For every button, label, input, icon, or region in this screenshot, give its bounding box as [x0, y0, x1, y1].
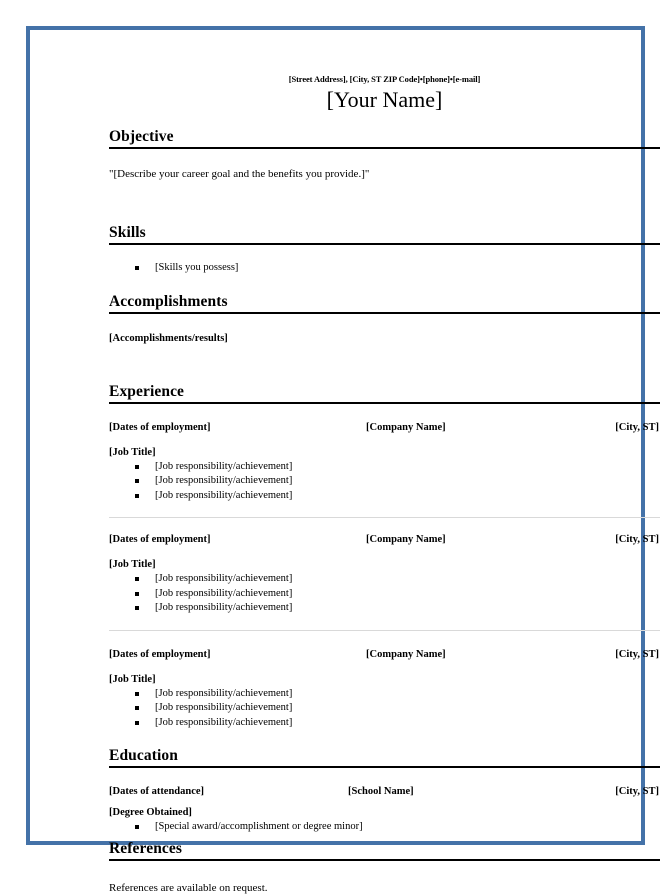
list-item-label: [Job responsibility/achievement]: [155, 489, 293, 501]
spacer: [109, 631, 660, 647]
spacer: [109, 662, 660, 672]
page-border-frame: [26, 26, 659, 894]
section-heading-skills: Skills: [109, 224, 146, 241]
square-bullet-icon: [135, 494, 139, 498]
list-item-label: [Job responsibility/achievement]: [155, 687, 293, 699]
list-item: [109, 820, 660, 835]
square-bullet-icon: [135, 266, 139, 270]
skills-bullet-list: [109, 261, 660, 276]
spacer: [109, 370, 660, 382]
section-heading-experience: Experience: [109, 382, 185, 400]
job-bullet-list: [109, 572, 660, 616]
section-experience: [109, 382, 660, 731]
job-title: [Job Title]: [109, 559, 156, 570]
section-heading-references: References: [109, 839, 183, 857]
education-entry: [109, 784, 660, 835]
job-bullet-list: [109, 687, 660, 731]
spacer: [109, 730, 660, 746]
spacer: [109, 205, 660, 223]
list-item-label: [Job responsibility/achievement]: [155, 475, 293, 486]
list-item-label: [Special award/accomplishment or degree minor]: [155, 821, 363, 832]
section-accomplishments: [109, 292, 660, 346]
list-item-label: [Job responsibility/achievement]: [155, 602, 293, 613]
list-item-label: [Job responsibility/achievement]: [155, 573, 293, 584]
list-item-label: [Job responsibility/achievement]: [155, 702, 293, 713]
company-name: [Company Name]: [366, 534, 446, 545]
experience-entry: [109, 420, 660, 504]
spacer: [109, 503, 660, 517]
spacer: [109, 314, 660, 332]
school-location: [City, ST]: [615, 786, 659, 797]
experience-entry: [109, 647, 660, 731]
list-item: [109, 460, 660, 475]
spacer: [109, 181, 660, 205]
references-text: References are available on request.: [109, 881, 268, 894]
list-item: [109, 572, 660, 587]
job-location: [City, ST]: [615, 421, 659, 433]
list-item-label: [Job responsibility/achievement]: [155, 587, 293, 599]
spacer: [109, 276, 660, 292]
square-bullet-icon: [135, 592, 139, 596]
section-heading-accomplishments: Accomplishments: [109, 292, 228, 310]
spacer: [109, 768, 660, 784]
spacer: [109, 435, 660, 445]
list-item-label: [Skills you possess]: [155, 262, 239, 273]
job-bullet-list: [109, 460, 660, 504]
square-bullet-icon: [135, 825, 139, 829]
degree-obtained: [Degree Obtained]: [109, 807, 192, 818]
list-item: [109, 701, 660, 716]
section-education: [109, 746, 660, 835]
list-item: [109, 261, 660, 276]
company-name: [Company Name]: [366, 421, 446, 433]
list-item: [109, 474, 660, 489]
spacer: [109, 547, 660, 557]
employment-dates: [Dates of employment]: [109, 421, 211, 433]
resume-content: [109, 74, 660, 895]
square-bullet-icon: [135, 577, 139, 581]
square-bullet-icon: [135, 721, 139, 725]
list-item: [109, 489, 660, 504]
contact-line: [Street Address], [City, ST ZIP Code]•[phone]•[e-mail]: [288, 74, 481, 84]
attendance-dates: [Dates of attendance]: [109, 786, 205, 797]
list-item-label: [Job responsibility/achievement]: [155, 716, 293, 728]
square-bullet-icon: [135, 465, 139, 469]
company-name: [Company Name]: [366, 648, 446, 660]
list-item: [109, 601, 660, 616]
list-item: [109, 687, 660, 702]
square-bullet-icon: [135, 606, 139, 610]
job-title: [Job Title]: [109, 446, 156, 458]
spacer: [109, 861, 660, 881]
employment-dates: [Dates of employment]: [109, 648, 211, 660]
section-skills: [109, 223, 660, 276]
square-bullet-icon: [135, 692, 139, 696]
experience-entry-header: [109, 532, 660, 547]
education-bullet-list: [109, 820, 660, 835]
list-item-label: [Job responsibility/achievement]: [155, 460, 293, 472]
school-name: [School Name]: [348, 786, 414, 797]
square-bullet-icon: [135, 706, 139, 710]
section-references: [109, 839, 660, 895]
objective-text: "[Describe your career goal and the benefits you provide.]": [109, 168, 370, 180]
job-location: [City, ST]: [615, 648, 659, 660]
experience-entry-header: [109, 420, 660, 435]
section-heading-education: Education: [109, 747, 178, 764]
list-item: [109, 716, 660, 731]
employment-dates: [Dates of employment]: [109, 534, 211, 545]
section-objective: [109, 127, 660, 181]
accomplishments-text: [Accomplishments/results]: [109, 332, 228, 344]
spacer: [109, 616, 660, 630]
job-location: [City, ST]: [615, 534, 659, 545]
spacer: [109, 518, 660, 532]
section-heading-objective: Objective: [109, 128, 174, 145]
page-title: [Your Name]: [326, 87, 443, 112]
job-title: [Job Title]: [109, 673, 156, 685]
list-item: [109, 587, 660, 602]
spacer: [109, 149, 660, 167]
spacer: [109, 346, 660, 370]
experience-entry: [109, 532, 660, 616]
spacer: [109, 245, 660, 261]
spacer: [109, 404, 660, 420]
education-entry-header: [109, 784, 660, 799]
experience-entry-header: [109, 647, 660, 662]
square-bullet-icon: [135, 479, 139, 483]
